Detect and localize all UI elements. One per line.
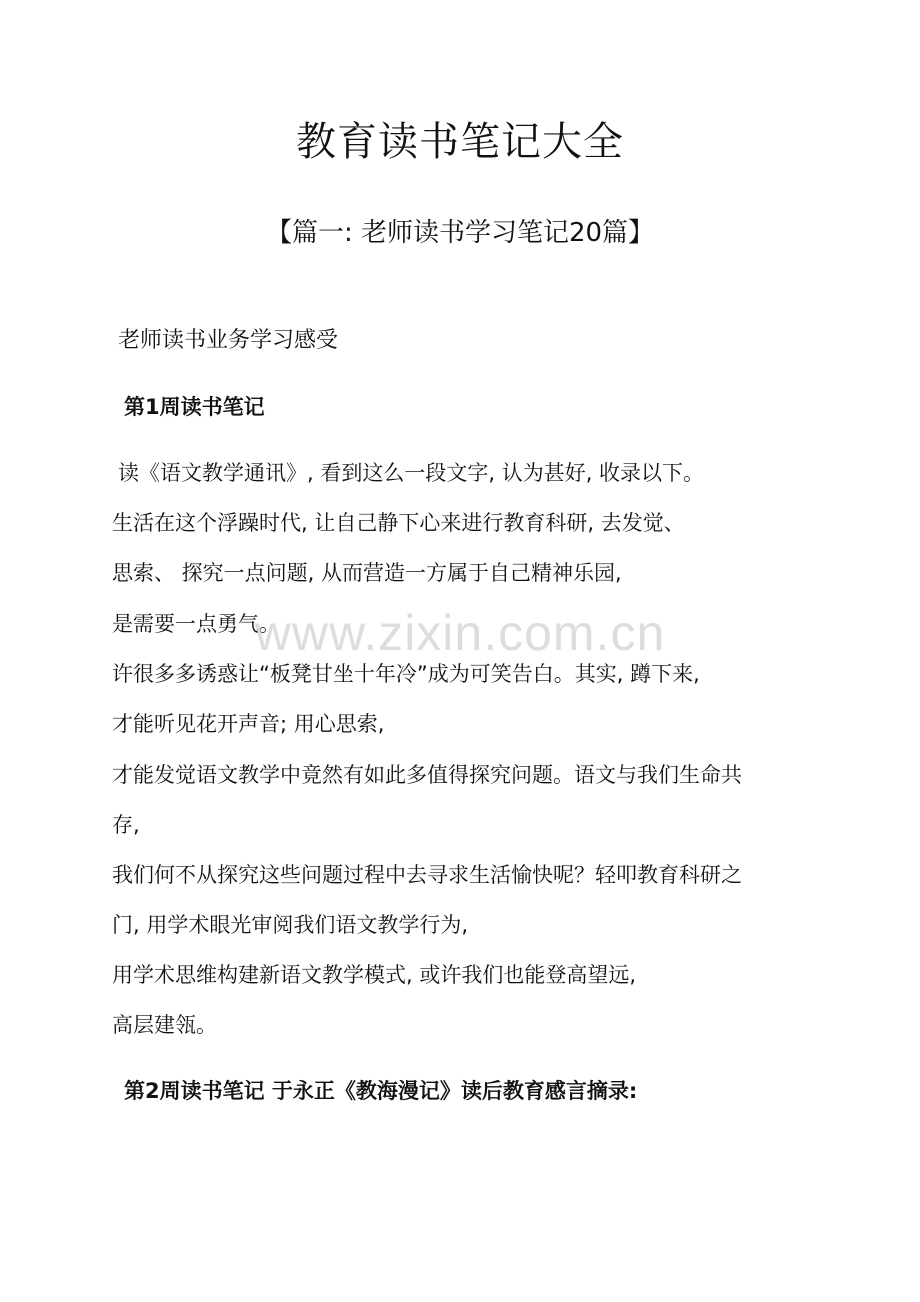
paragraph-line: 我们何不从探究这些问题过程中去寻求生活愉快呢？轻叩教育科研之	[112, 863, 742, 887]
paragraph-line: 存,	[112, 813, 140, 837]
paragraph-line: 是需要一点勇气。	[112, 612, 280, 636]
document-subtitle: 【篇一: 老师读书学习笔记20篇】	[265, 218, 655, 248]
paragraph-line: 高层建瓴。	[112, 1013, 217, 1037]
section-heading: 老师读书业务学习感受	[118, 328, 339, 353]
paragraph-line: 读《语文教学通讯》, 看到这么一段文字, 认为甚好, 收录以下。	[118, 461, 705, 485]
paragraph-line: 许很多多诱惑让“板凳甘坐十年冷”成为可笑告白。其实, 蹲下来,	[112, 662, 700, 686]
week1-heading: 第1周读书笔记	[124, 395, 265, 419]
paragraph-line: 思索、 探究一点问题, 从而营造一方属于自己精神乐园,	[112, 561, 622, 585]
paragraph-line: 才能听见花开声音; 用心思索,	[112, 712, 385, 736]
week2-heading: 第2周读书笔记 于永正《教海漫记》读后教育感言摘录:	[124, 1079, 638, 1103]
document-title: 教育读书笔记大全	[296, 119, 624, 165]
paragraph-line: 才能发觉语文教学中竟然有如此多值得探究问题。语文与我们生命共	[112, 763, 742, 787]
paragraph-line: 用学术思维构建新语文教学模式, 或许我们也能登高望远,	[112, 963, 637, 987]
paragraph-line: 生活在这个浮躁时代, 让自己静下心来进行教育科研, 去发觉、	[112, 511, 685, 535]
paragraph-line: 门, 用学术眼光审阅我们语文教学行为,	[112, 913, 469, 937]
watermark: www.zixin.com.cn	[254, 605, 666, 661]
